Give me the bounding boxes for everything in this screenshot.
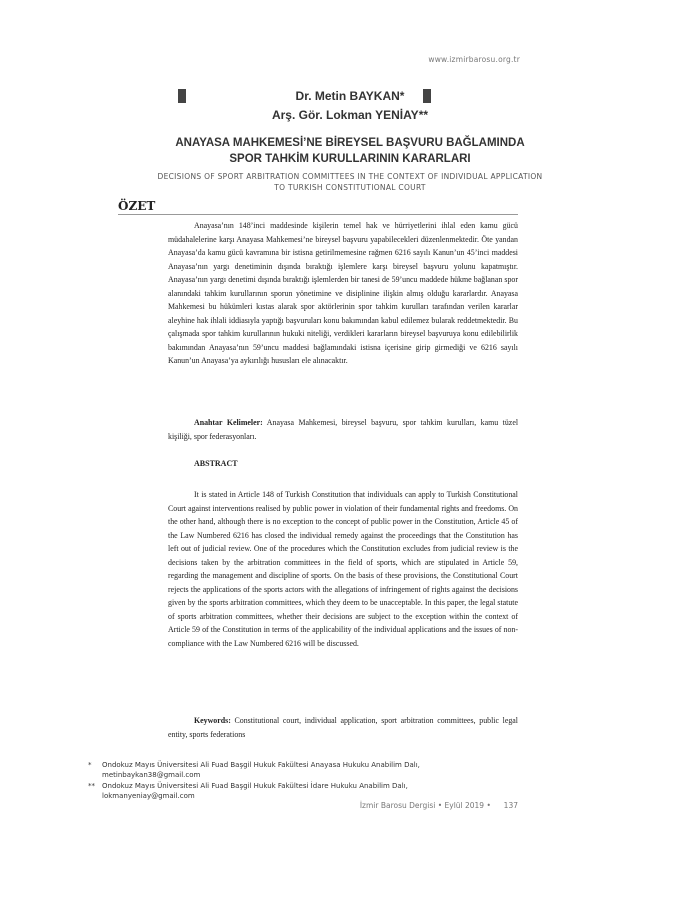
author-2: Arş. Gör. Lokman YENİAY**	[271, 108, 429, 122]
footnote-2-affiliation: Ondokuz Mayıs Üniversitesi Ali Fuad Başgil Hukuk Fakültesi İdare Hukuku Anabilim Dalı,	[102, 782, 408, 790]
footer-journal: İzmir Barosu Dergisi • Eylül 2019 •	[359, 801, 491, 810]
footnote-1-email[interactable]: metinbaykan38@gmail.com	[102, 771, 201, 779]
footnote-2-email[interactable]: lokmanyeniay@gmail.com	[102, 792, 195, 800]
title-english-line-1: DECISIONS OF SPORT ARBITRATION COMMITTEES IN THE CONTEXT OF INDIVIDUAL APPLICATION	[157, 172, 543, 181]
author-1: Dr. Metin BAYKAN*	[295, 89, 405, 103]
ozet-keywords-label: Anahtar Kelimeler:	[194, 418, 263, 427]
title-english-line-2: TO TURKISH CONSTITUTIONAL COURT	[274, 183, 426, 192]
author-block	[0, 87, 700, 125]
footnotes	[88, 760, 508, 802]
title-english	[0, 171, 700, 193]
ozet-paragraph: Anayasa’nın 148’inci maddesinde kişilerin temel hak ve hürriyetlerini ihlal eden kamu gücü müdahalelerine karşı Anayasa Mahkemesi’ne bireysel başvuru yapabilecekleri düzenlenmektedir. Öte yandan Anayasa’da kamu gücü kavramına bir istisna getirilmemesine rağmen 6216 sayılı Kanun’un 45’inci maddesi Anayasa’nın yargı denetiminin dışında bıraktığı işlemlere karşı bireysel başvuru yolunu kapatmıştır. Anayasa’nın yargı denetimi dışında bıraktığı işlemlerden bir tanesi de 59’uncu maddede hükme bağlanan spor alanındaki tahkim kurullarının sporun yönetimine ve disiplinine ilişkin almış olduğu kararlardır. Anayasa Mahkemesi bu hükümleri kıstas alarak spor aktörlerinin spor tahkim kurulları tarafından verilen kararlar aleyhine hak ihlali iddiasıyla yaptığı başvuruları konu bakımından kabul edilemez bularak reddetmektedir. Bu çalışmada spor tahkim kurullarının hukuki niteliği, verdikleri kararların bireysel başvuruya konu edilebilirlik bakımından Anayasa’nın 59’uncu maddesi bağlamındaki istisna içerisine girip girmediği ve 6216 sayılı Kanun’un Anayasa’ya aykırılığı hususları ele alınacaktır.	[168, 221, 518, 365]
title-turkish	[0, 135, 700, 167]
footnote-2-mark: **	[88, 782, 95, 790]
page-footer	[342, 801, 518, 810]
abstract-keywords-text: Constitutional court, individual application, sport arbitration committees, public legal entity, sports federations	[168, 716, 518, 739]
ozet-body	[168, 219, 518, 368]
footnote-2	[88, 781, 508, 801]
abstract-paragraph: It is stated in Article 148 of Turkish Constitution that individuals can apply to Turkish Constitutional Court against interventions realised by public power in violation of their fundamental rights and freedoms. On the other hand, although there is no exception to the concept of public power in the Constitution, Article 45 of the Law Numbered 6216 has closed the individual remedy against the proceedings that the Constitution has left out of judicial review. One of the procedures which the Constitution excludes from judicial review is the decisions taken by the arbitration committees in the field of sports, which are stipulated in Article 59, regarding the management and discipline of sports. On the basis of these provisions, the Constitutional Court rejects the applications of the sports actors with the allegations of infringement of rights against the decisions given by the sports arbitration committees, which they deem to be unacceptable. In this paper, the legal statute of sports arbitration committees, whether their decisions are subject to the exception within the context of Article 59 of the Constitution in terms of the applicability of the individual applications and the issues of non-compliance with the Law Numbered 6216 will be discussed.	[168, 490, 518, 648]
abstract-body	[168, 488, 518, 650]
ozet-keywords-text: Anayasa Mahkemesi, bireysel başvuru, spor tahkim kurulları, kamu tüzel kişiliği, spor federasyonları.	[168, 418, 519, 441]
ozet-keywords	[168, 416, 518, 443]
footnote-1	[88, 760, 508, 780]
site-url[interactable]: www.izmirbarosu.org.tr	[428, 55, 520, 64]
footnote-1-affiliation: Ondokuz Mayıs Üniversitesi Ali Fuad Başgil Hukuk Fakültesi Anayasa Hukuku Anabilim Dalı,	[102, 761, 420, 769]
title-turkish-line-1: ANAYASA MAHKEMESİ’NE BİREYSEL BAŞVURU BAĞLAMINDA	[175, 137, 525, 149]
abstract-heading: ABSTRACT	[194, 459, 238, 468]
abstract-keywords-label: Keywords:	[194, 716, 231, 725]
abstract-keywords	[168, 714, 518, 741]
page-number: 137	[503, 801, 518, 810]
title-turkish-line-2: SPOR TAHKİM KURULLARININ KARARLARI	[229, 153, 471, 165]
footnote-1-mark: *	[88, 761, 92, 769]
ozet-divider	[118, 214, 518, 215]
ozet-heading: ÖZET	[118, 199, 156, 213]
